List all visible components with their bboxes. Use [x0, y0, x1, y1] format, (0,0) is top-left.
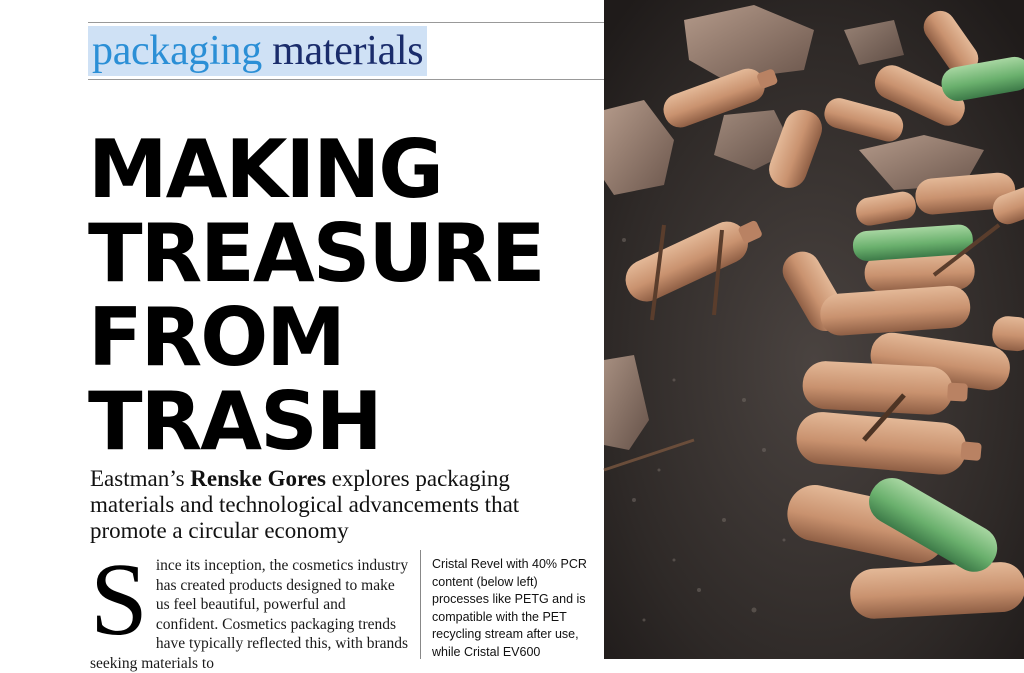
headline-line-4: TRASH: [88, 375, 381, 468]
photo-caption: Cristal Revel with 40% PCR content (below left) processes like PETG and is compatible with the PET recycling stream after use, while Cristal EV600: [432, 557, 587, 659]
plastic-bottles-photo: [604, 0, 1024, 659]
column-divider: [420, 550, 421, 659]
standfirst-intro: Eastman’s: [90, 466, 191, 491]
top-rule: [88, 22, 604, 23]
bottom-rule: [88, 79, 604, 80]
section-title-word-2: materials: [272, 28, 424, 74]
standfirst-rest: explores packaging materials and technological advancements that promote a circular economy: [90, 466, 520, 543]
body-paragraph: ince its inception, the cosmetics industry has created products designed to make us feel beautiful, powerful and confident. Cosmetics packaging trends have typically reflected this, with brands seeking materials to: [90, 557, 409, 672]
headline: [88, 123, 588, 468]
section-title: [88, 26, 427, 76]
headline-line-2: TREASURE: [88, 207, 544, 300]
headline-line-1: MAKING: [88, 123, 442, 216]
author-name: Renske Gores: [190, 466, 326, 491]
drop-cap: S: [90, 542, 148, 657]
section-title-word-1: packaging: [92, 28, 262, 74]
headline-line-3: FROM: [88, 291, 344, 384]
body-text: [90, 542, 410, 673]
standfirst: [90, 466, 570, 544]
bottles-illustration: [604, 0, 1024, 659]
